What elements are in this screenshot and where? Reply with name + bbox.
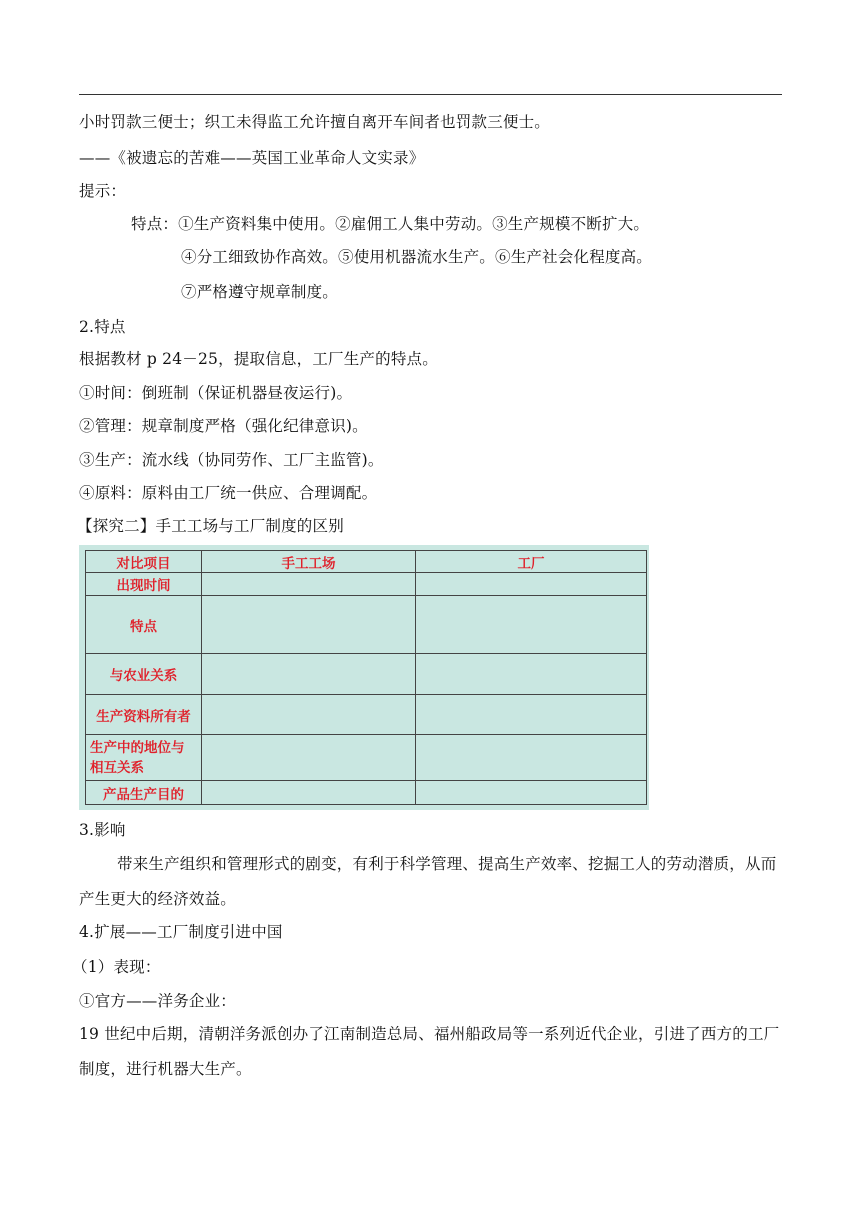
table-row-label: 出现时间 [86,573,202,596]
textbook-instruction: 根据教材 p 24－25，提取信息，工厂生产的特点。 [79,350,438,368]
section-heading-impact: 3.影响 [79,821,126,839]
table-header-workshop: 手工工场 [202,551,416,573]
comparison-table-panel [79,545,649,810]
table-cell [202,596,416,654]
table-row-label: 特点 [86,596,202,654]
table-cell [416,654,647,695]
table-cell [202,654,416,695]
text-line-penalty: 小时罚款三便士；织工未得监工允许擅自离开车间者也罚款三便士。 [79,113,551,131]
hint-features-1: 特点：①生产资料集中使用。②雇佣工人集中劳动。③生产规模不断扩大。 [131,215,650,233]
table-cell [202,735,416,781]
table-cell [202,573,416,596]
table-cell [416,573,647,596]
subheading-manifestation: （1）表现： [72,958,161,976]
feature-item-production: ③生产：流水线（协同劳作、工厂主监管)。 [79,451,384,469]
section-heading-features: 2.特点 [79,318,126,336]
citation-source: ——《被遗忘的苦难——英国工业革命人文实录》 [79,149,425,167]
feature-item-time: ①时间：倒班制（保证机器昼夜运行)。 [79,384,353,402]
table-header-item: 对比项目 [86,551,202,573]
table-cell [416,695,647,735]
table-row-label: 与农业关系 [86,654,202,695]
item-official-enterprises: ①官方——洋务企业： [79,992,237,1010]
table-cell [202,695,416,735]
section-heading-extension: 4.扩展——工厂制度引进中国 [79,923,283,941]
impact-paragraph: 带来生产组织和管理形式的剧变，有利于科学管理、提高生产效率、挖掘工人的劳动潜质，从而产生更大的经济效益。 [79,855,777,908]
hint-label: 提示： [79,182,127,200]
table-cell [416,596,647,654]
comparison-table [85,550,647,805]
header-rule [79,94,782,95]
table-row-label: 生产资料所有者 [86,695,202,735]
table-cell [202,781,416,805]
table-row-label: 产品生产目的 [86,781,202,805]
westernization-paragraph: 19 世纪中后期，清朝洋务派创办了江南制造总局、福州船政局等一系列近代企业，引进了西方的工厂制度，进行机器大生产。 [79,1025,780,1078]
feature-item-management: ②管理：规章制度严格（强化纪律意识)。 [79,417,368,435]
hint-features-3: ⑦严格遵守规章制度。 [181,283,339,301]
feature-item-materials: ④原料：原料由工厂统一供应、合理调配。 [79,484,378,502]
inquiry-heading: 【探究二】手工工场与工厂制度的区别 [77,517,344,535]
table-cell [416,735,647,781]
table-cell [416,781,647,805]
hint-features-2: ④分工细致协作高效。⑤使用机器流水生产。⑥生产社会化程度高。 [181,248,653,266]
table-header-factory: 工厂 [416,551,647,573]
table-row-label: 生产中的地位与相互关系 [86,735,202,781]
